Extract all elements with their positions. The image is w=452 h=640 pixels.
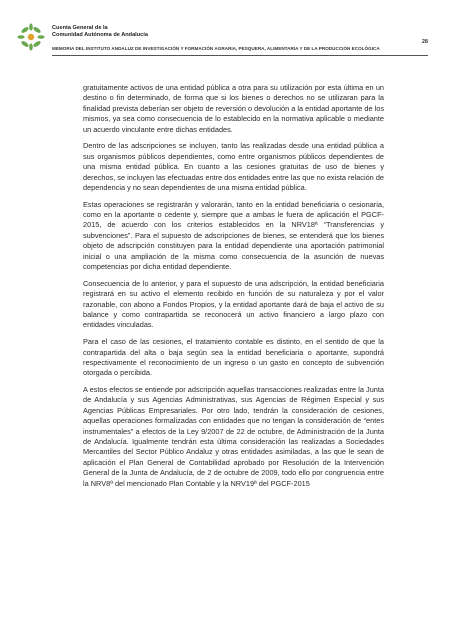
paragraph-2: Dentro de las adscripciones se incluyen, tanto las realizadas desde una entidad pública a sus organismos públicos dependientes, como entre organismos públicos dependientes de una misma entidad pública. En cuanto a las cesiones gratuitas de uso de bienes y derechos, se incluyen las efectuadas entre dos entidades entre las que no exista relación de dependencia y no sean dependientes de una misma entidad pública. <box>83 141 384 192</box>
organization-name <box>52 25 148 39</box>
page-number: 28 <box>421 39 428 45</box>
org-line-1: Cuenta General de la <box>52 25 108 31</box>
junta-andalucia-logo-icon <box>16 22 46 52</box>
paragraph-3: Estas operaciones se registrarán y valorarán, tanto en la entidad beneficiaria o cesionaria, como en la aportante o cedente y, siempre que a ambas le fuera de aplicación el PGCF-2015, de acuerdo con los criterios establecidos en la NRV18ª “Transferencias y subvenciones”. Para el supuesto de adscripciones de bienes, se entenderá que los bienes objeto de adscripción constituyen para la entidad dependiente una aportación patrimonial inicial o una ampliación de la misma como consecuencia de la asunción de nuevas competencias por dicha entidad dependiente. <box>83 199 384 272</box>
memoria-title: MEMORIA DEL INSTITUTO ANDALUZ DE INVESTIGACIÓN Y FORMACIÓN AGRARIA, PESQUERA, ALIMENTARIA Y DE LA PRODUCCIÓN ECOLÓGICA <box>52 46 380 51</box>
paragraph-6: A estos efectos se entiende por adscripción aquellas transacciones realizadas entre la Junta de Andalucía y sus Agencias Administrativas, sus Agencias de Régimen Especial y sus Agencias Públicas Empresariales. Por otro lado, tendrán la consideración de cesiones, aquellas operaciones formalizadas con entidades que no tengan la consideración de “entes instrumentales” a efectos de la Ley 9/2007 de 22 de octubre, de Administración de la Junta de Andalucía. Igualmente tendrán esta última consideración las realizadas a Sociedades Mercantiles del Sector Público Andaluz y otras entidades asimiladas, a las que le sean de aplicación el Plan General de Contabilidad aprobado por Resolución de la Intervención General de la Junta de Andalucía, de 2 de octubre de 2009, todo ello por congruencia entre la NRV8ª del mencionado Plan Contable y la NRV19ª del PGCF-2015 <box>83 385 384 488</box>
paragraph-4: Consecuencia de lo anterior, y para el supuesto de una adscripción, la entidad beneficiaria registrará en su activo el elemento recibido en función de su naturaleza y por el valor razonable, con abono a Fondos Propios, y la entidad aportante dará de baja el activo de su balance y como contrapartida se reconocerá un activo financiero a largo plazo con entidades vinculadas. <box>83 278 384 330</box>
paragraph-1: gratuitamente activos de una entidad pública a otra para su utilización por esta última en un destino o fin determinado, de forma que si los bienes o derechos no se utilizaran para la finalidad prevista deberían ser objeto de reversión o devolución a la entidad aportante de los mismos, ya sea como consecuencia de lo establecido en la normativa aplicable o mediante un acuerdo vinculante entre dichas entidades. <box>83 83 384 134</box>
header-divider <box>52 55 428 56</box>
org-line-2: Comunidad Autónoma de Andalucía <box>52 32 148 38</box>
document-body <box>83 83 384 495</box>
page-header <box>0 0 452 70</box>
paragraph-5: Para el caso de las cesiones, el tratamiento contable es distinto, en el sentido de que la contrapartida del alta o baja según sea la entidad beneficiaria o aportante, supondrá respectivamente el reconocimiento de un ingreso o un gasto en concepto de subvención otorgada o percibida. <box>83 337 384 378</box>
